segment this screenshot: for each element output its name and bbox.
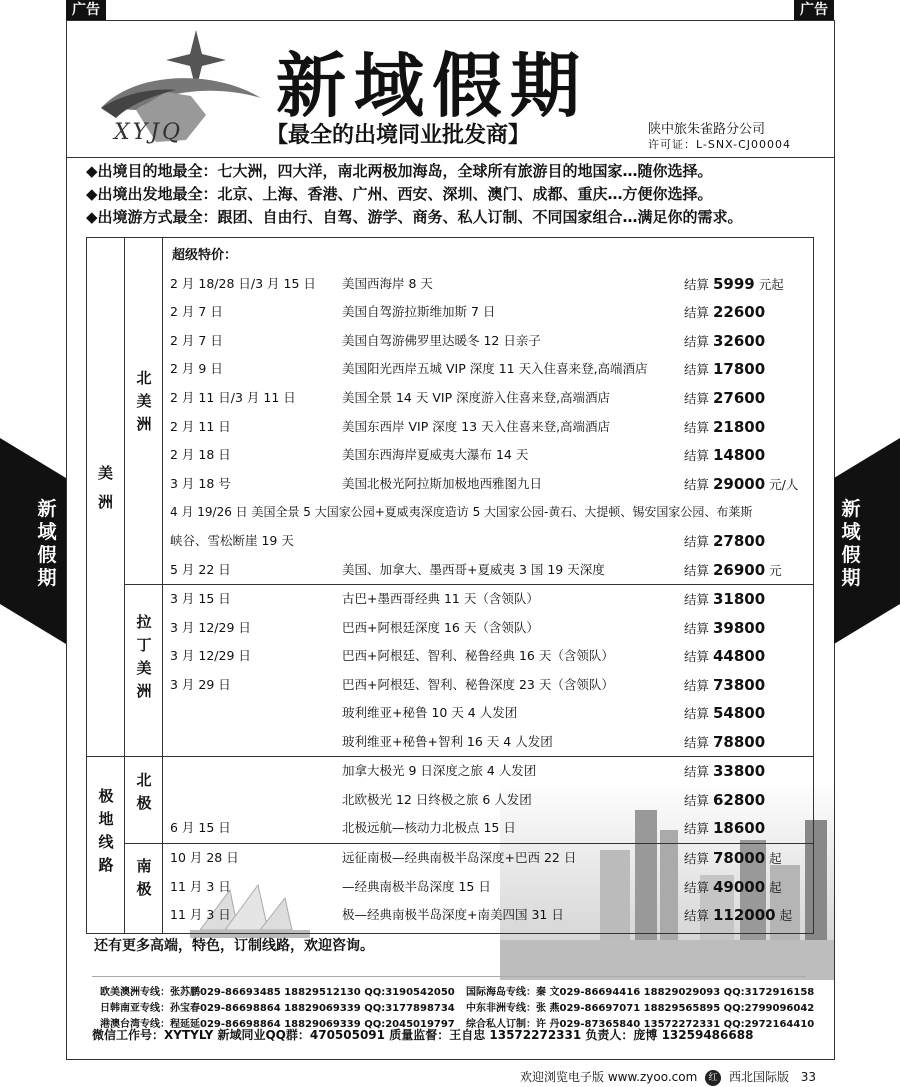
contact-line: 国际海岛专线：秦 文029-86694416 18829029093 QQ:3172916158: [466, 987, 815, 998]
price-value: 22600: [712, 303, 766, 321]
tour-name: 加拿大极光 9 日深度之旅 4 人发团: [342, 763, 537, 778]
table-row: [170, 298, 820, 326]
tour-date: 11 月 3 日: [170, 907, 231, 922]
price-prefix: 结算: [684, 448, 713, 463]
price-prefix: 结算: [684, 851, 713, 866]
price-value: 17800: [712, 360, 766, 378]
region-arctic: [125, 772, 161, 828]
tour-name: 美国自驾游拉斯维加斯 7 日: [342, 304, 496, 319]
price-prefix: 结算: [684, 534, 713, 549]
table-row: [170, 671, 820, 699]
badge-icon: 红: [705, 1070, 721, 1086]
table-row: [170, 901, 820, 929]
price-suffix: 起: [765, 880, 782, 895]
price-prefix: 结算: [684, 706, 713, 721]
price-value: 21800: [712, 418, 766, 436]
table-row: [170, 384, 820, 412]
tour-name: 巴西+阿根廷、智利、秘鲁经典 16 天（含领队）: [342, 648, 614, 663]
side-tab-left: [0, 438, 66, 644]
tour-name: 北欧极光 12 日终极之旅 6 人发团: [342, 792, 532, 807]
price-suffix: 元起: [754, 277, 784, 292]
feature-departures: ◆出境出发地最全：北京、上海、香港、广州、西安、深圳、澳门、成都、重庆…方便你选择。: [86, 185, 713, 203]
region-polar: [87, 788, 123, 890]
tour-price: [684, 699, 765, 728]
tour-price: [684, 270, 784, 299]
price-value: 44800: [712, 647, 766, 665]
tour-price: [684, 786, 765, 815]
tour-price: [684, 527, 765, 556]
tour-date: 6 月 15 日: [170, 820, 231, 835]
price-value: 29000: [712, 475, 766, 493]
tour-name: 北极远航—核动力北极点 15 日: [342, 820, 516, 835]
tour-name: 美国东西海岸夏威夷大瀑布 14 天: [342, 447, 529, 462]
tour-price: [684, 671, 765, 700]
tour-date: 5 月 22 日: [170, 562, 231, 577]
page-footer: [520, 1068, 816, 1086]
tour-price: [684, 441, 765, 470]
tour-price: [684, 327, 765, 356]
price-value: 27600: [712, 389, 766, 407]
tour-date: 3 月 29 日: [170, 677, 231, 692]
side-tab-right: [834, 438, 900, 644]
license-number: 许可证：L-SNX-CJ00004: [648, 138, 791, 151]
branch-name: 陕中旅朱雀路分公司: [648, 122, 766, 137]
table-row: [170, 844, 820, 872]
table-row: [170, 614, 820, 642]
price-value: 32600: [712, 332, 766, 350]
tour-date: 2 月 18 日: [170, 447, 231, 462]
price-value: 78800: [712, 733, 766, 751]
tour-date: 3 月 15 日: [170, 591, 231, 606]
tour-price: [684, 728, 765, 757]
tour-date: 2 月 11 日/3 月 11 日: [170, 390, 296, 405]
page-number: 33: [800, 1070, 817, 1084]
region-arctic-text: 北极: [134, 772, 153, 818]
price-value: 39800: [712, 619, 766, 637]
region-americas: [87, 465, 123, 534]
region-latin-america-text: 拉丁美洲: [134, 614, 153, 706]
logo-text: XYJQ: [114, 120, 184, 145]
tour-date: 3 月 18 号: [170, 476, 231, 491]
table-row: [170, 327, 820, 355]
table-row: [170, 585, 820, 613]
tour-price: [684, 470, 798, 499]
tour-price: [684, 355, 765, 384]
price-value: 73800: [712, 676, 766, 694]
more-routes-note: 还有更多高端，特色，订制线路，欢迎咨询。: [94, 938, 374, 954]
price-prefix: 结算: [684, 592, 713, 607]
price-suffix: 起: [775, 908, 793, 923]
price-prefix: 结算: [684, 391, 713, 406]
price-prefix: 结算: [684, 764, 713, 779]
tour-price: [684, 585, 765, 614]
header: [66, 20, 835, 158]
tour-price: [684, 298, 765, 327]
table-row: [170, 642, 820, 670]
tour-name: —经典南极半岛深度 15 日: [342, 879, 491, 894]
feature-destinations: ◆出境目的地最全：七大洲，四大洋，南北两极加海岛，全球所有旅游目的地国家…随你选择。: [86, 162, 713, 180]
price-prefix: 结算: [684, 649, 713, 664]
price-prefix: 结算: [684, 563, 713, 578]
side-label-left: 新域假期: [37, 498, 57, 589]
price-prefix: 结算: [684, 277, 713, 292]
tour-date: 11 月 3 日: [170, 879, 231, 894]
region-americas-text: 美洲: [96, 465, 114, 523]
price-prefix: 结算: [684, 420, 713, 435]
table-row: [170, 413, 820, 441]
price-prefix: 结算: [684, 334, 713, 349]
price-prefix: 结算: [684, 880, 713, 895]
tour-price: [684, 642, 765, 671]
price-value: 27800: [712, 532, 766, 550]
tour-name: 玻利维亚+秘鲁 10 天 4 人发团: [342, 705, 518, 720]
tour-price: [684, 556, 782, 585]
tour-price: [684, 384, 765, 413]
region-antarctic-text: 南极: [134, 858, 153, 904]
tour-date: 2 月 9 日: [170, 361, 223, 376]
region-north-america: [125, 370, 161, 449]
region-north-america-text: 北美洲: [134, 370, 153, 439]
contact-line: 港澳台湾专线：程延延029-86698864 18829069339 QQ:2045019797: [100, 1019, 455, 1030]
price-value: 49000: [712, 878, 766, 896]
tour-date: 2 月 18/28 日/3 月 15 日: [170, 276, 316, 291]
price-value: 26900: [712, 561, 766, 579]
price-prefix: 结算: [684, 908, 713, 923]
price-value: 5999: [712, 275, 755, 293]
table-row: [170, 728, 820, 756]
price-value: 18600: [712, 819, 766, 837]
ad-tag-left: 广告: [66, 0, 106, 21]
features-list: [86, 160, 826, 229]
price-value: 78000: [712, 849, 766, 867]
tour-name: 巴西+阿根廷、智利、秘鲁深度 23 天（含领队）: [342, 677, 614, 692]
tour-name: 美国阳光西岸五城 VIP 深度 11 天入住喜来登,高端酒店: [342, 361, 648, 376]
price-prefix: 结算: [684, 305, 713, 320]
tour-price: [684, 873, 782, 902]
grid-line: [124, 237, 125, 934]
tour-long-line1: 4 月 19/26 日 美国全景 5 大国家公园+夏威夷深度造访 5 大国家公园-黄石、大提顿、锡安国家公园、布莱斯: [170, 505, 753, 519]
price-prefix: 结算: [684, 793, 713, 808]
price-prefix: 结算: [684, 621, 713, 636]
contact-line: 中东非洲专线：张 燕029-86697071 18829565895 QQ:2799096042: [466, 1003, 815, 1014]
tour-price: [684, 844, 782, 873]
ad-tag-right: 广告: [794, 0, 834, 21]
table-row: [170, 441, 820, 469]
tour-name: 美国、加拿大、墨西哥+夏威夷 3 国 19 天深度: [342, 562, 605, 577]
contact-line: 综合私人订制：许 丹029-87365840 13572272331 QQ:2972164410: [466, 1019, 815, 1030]
section-name: 西北国际版: [728, 1070, 789, 1084]
price-value: 14800: [712, 446, 766, 464]
grid-line: [86, 933, 814, 934]
tour-long-line2: 峡谷、雪松断崖 19 天: [170, 533, 294, 548]
table-row: [170, 757, 820, 785]
tour-price: [684, 901, 792, 930]
table-row: [170, 527, 820, 555]
table-row: [170, 699, 820, 727]
price-prefix: 结算: [684, 821, 713, 836]
region-latin-america: [125, 614, 161, 716]
table-row: [170, 814, 820, 842]
price-value: 31800: [712, 590, 766, 608]
tour-date: 2 月 7 日: [170, 333, 223, 348]
contact-line: 欧美澳洲专线：张苏鹏029-86693485 18829512130 QQ:3190542050: [100, 987, 455, 998]
region-polar-text: 极地线路: [96, 788, 115, 880]
brand-title: 新域假期: [276, 45, 588, 127]
price-prefix: 结算: [684, 678, 713, 693]
table-row: [170, 786, 820, 814]
tour-name: 美国北极光阿拉斯加极地西雅图九日: [342, 476, 543, 491]
tour-date: 3 月 12/29 日: [170, 620, 251, 635]
price-prefix: 结算: [684, 735, 713, 750]
footer-contact-line: 微信工作号：XYTYLY 新域同业QQ群：470505091 质量监督：王自忠 13572272331 负责人：庞博 13259486688: [92, 1028, 754, 1042]
feature-modes: ◆出境游方式最全：跟团、自由行、自驾、游学、商务、私人订制、不同国家组合…满足你的需求。: [86, 208, 743, 226]
price-suffix: 起: [765, 851, 782, 866]
table-row: [170, 470, 820, 498]
price-value: 54800: [712, 704, 766, 722]
tour-name: 美国全景 14 天 VIP 深度游入住喜来登,高端酒店: [342, 390, 611, 405]
tour-price: [684, 757, 765, 786]
tour-name: 极—经典南极半岛深度+南美四国 31 日: [342, 907, 564, 922]
tour-price: [684, 413, 765, 442]
tour-name: 古巴+墨西哥经典 11 天（含领队）: [342, 591, 539, 606]
tour-date: 10 月 28 日: [170, 850, 239, 865]
tour-price: [684, 614, 765, 643]
tour-date: 2 月 11 日: [170, 419, 231, 434]
contact-line: 日韩南亚专线：孙宝春029-86698864 18829069339 QQ:3177898734: [100, 1003, 455, 1014]
tour-name: 远征南极—经典南极半岛深度+巴西 22 日: [342, 850, 577, 865]
price-value: 33800: [712, 762, 766, 780]
tour-date: 3 月 12/29 日: [170, 648, 251, 663]
tour-name: 玻利维亚+秘鲁+智利 16 天 4 人发团: [342, 734, 553, 749]
tour-name: 美国西海岸 8 天: [342, 276, 433, 291]
table-row: [170, 873, 820, 901]
price-value: 62800: [712, 791, 766, 809]
tour-price: [684, 814, 765, 843]
table-row: [170, 270, 820, 298]
grid-line: [162, 237, 163, 934]
table-row: [170, 355, 820, 383]
price-suffix: 元: [765, 563, 782, 578]
price-suffix: 元/人: [765, 477, 799, 492]
side-label-right: 新域假期: [841, 498, 861, 589]
tour-name: 美国东西岸 VIP 深度 13 天入住喜来登,高端酒店: [342, 419, 611, 434]
price-value: 112000: [712, 906, 776, 924]
tour-date: 2 月 7 日: [170, 304, 223, 319]
grid-line: [86, 237, 814, 238]
table-row-long: [170, 498, 820, 526]
tour-name: 美国自驾游佛罗里达暖冬 12 日亲子: [342, 333, 541, 348]
price-prefix: 结算: [684, 477, 713, 492]
price-prefix: 结算: [684, 362, 713, 377]
region-antarctic: [125, 858, 161, 914]
slogan: 【最全的出境同业批发商】: [266, 123, 531, 148]
website-text: 欢迎浏览电子版 www.zyoo.com: [520, 1070, 698, 1084]
table-row: [170, 556, 820, 584]
special-offer-title: 超级特价：: [172, 248, 238, 263]
tour-name: 巴西+阿根廷深度 16 天（含领队）: [342, 620, 539, 635]
